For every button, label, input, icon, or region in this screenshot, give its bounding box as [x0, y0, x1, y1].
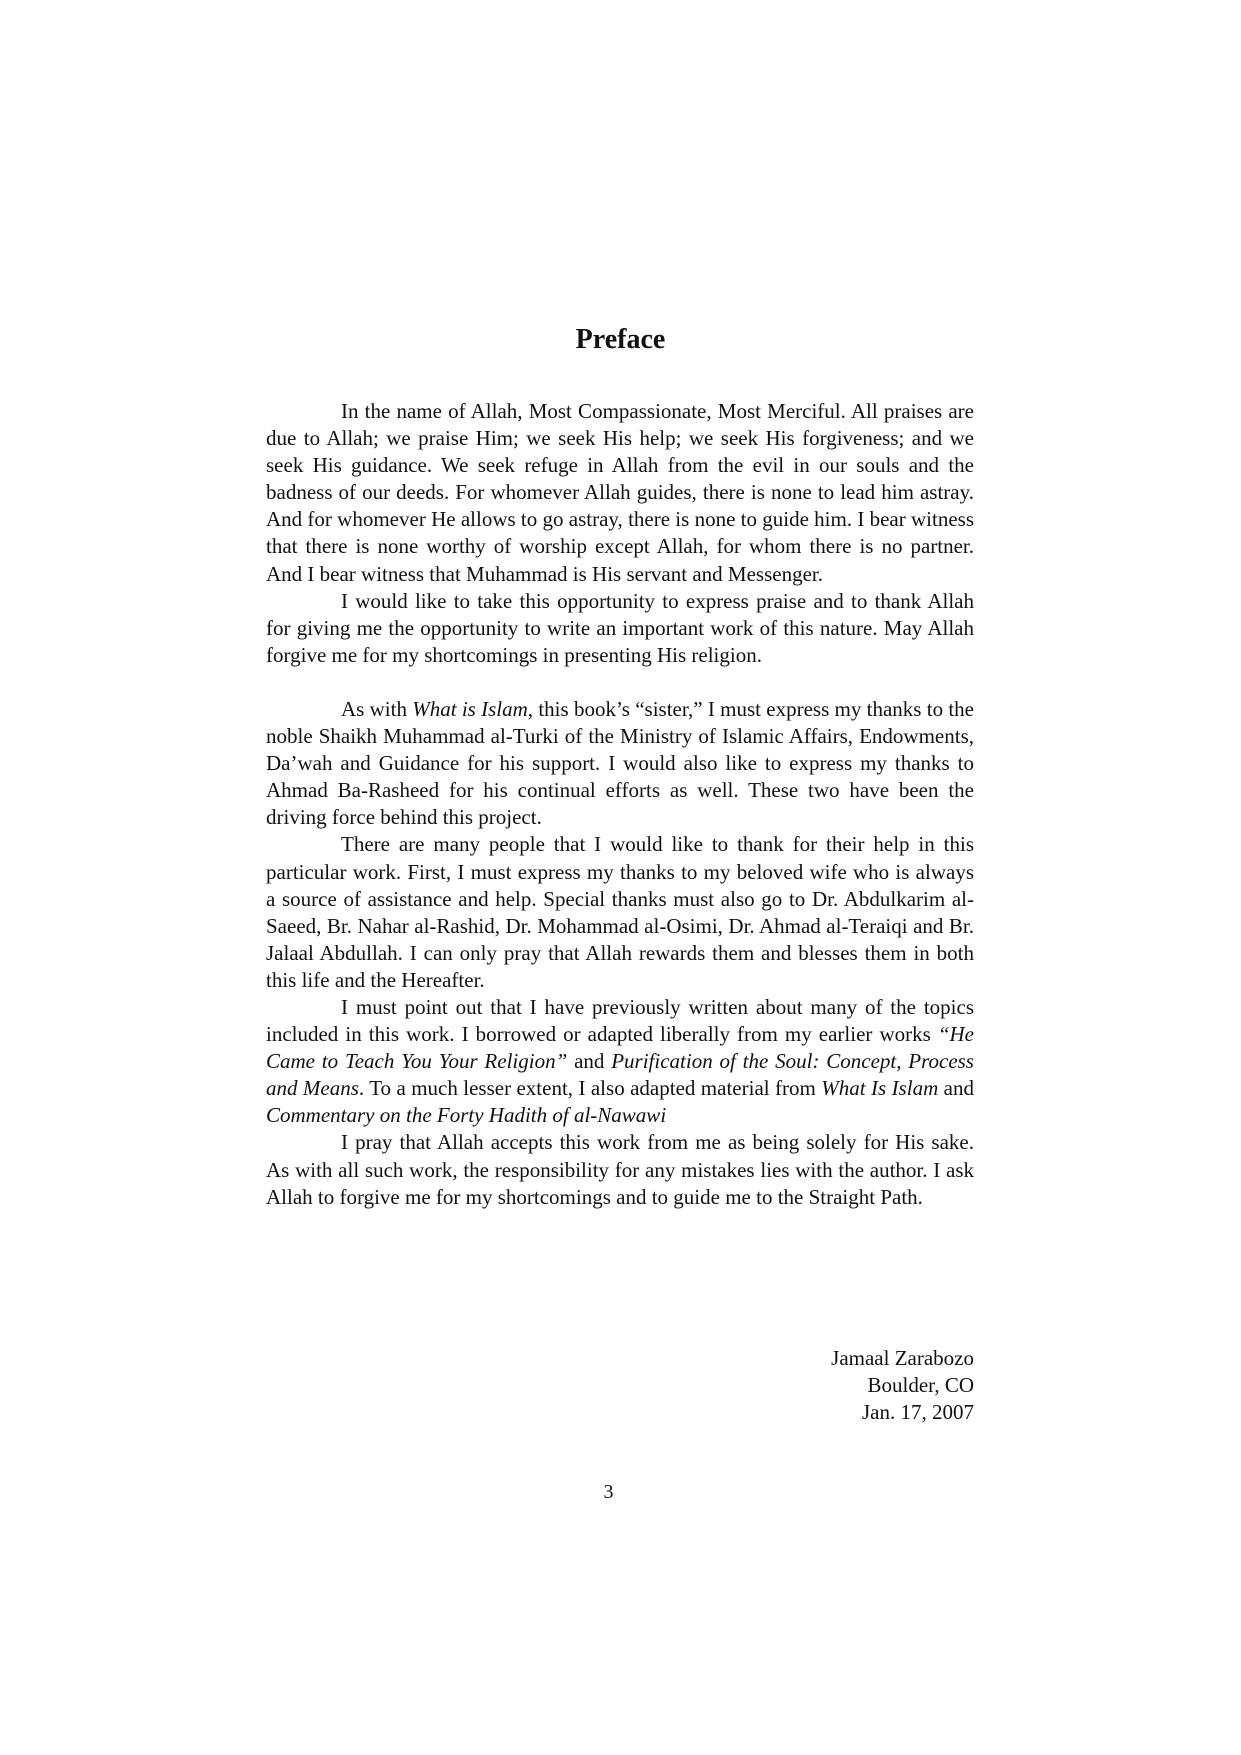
paragraph-2: I would like to take this opportunity to express praise and to thank Allah for giving me the opportunity to write an important work of this nature. May Allah forgive me for my shortcomings in presenting His religion.	[266, 588, 974, 667]
paragraph-5-text-d: and	[938, 1076, 974, 1101]
paragraph-5-text-b: and	[567, 1049, 612, 1074]
paragraph-5	[266, 994, 974, 1129]
book-title-what-is-islam: What is Islam	[412, 696, 528, 721]
paragraph-5-text-c: . To a much lesser extent, I also adapted material from	[358, 1076, 822, 1101]
page-title: Preface	[575, 324, 666, 355]
page-number: 3	[603, 1481, 614, 1503]
book-title-what-is-islam-2: What Is Islam	[821, 1076, 939, 1101]
paragraph-1: In the name of Allah, Most Compassionate, Most Merciful. All praises are due to Allah; we praise Him; we seek His help; we seek His forgiveness; and we seek His guidance. We seek refuge in Allah from the evil in our souls and the badness of our deeds. For whomever Allah guides, there is none to lead him astray. And for whomever He allows to go astray, there is none to guide him. I bear witness that there is none worthy of worship except Allah, for whom there is no partner. And I bear witness that Muhammad is His servant and Messenger.	[266, 399, 974, 586]
paragraph-4: There are many people that I would like to thank for their help in this particular work. First, I must express my thanks to my beloved wife who is always a source of assistance and help. Special thanks must also go to Dr. Abdulkarim al-Saeed, Br. Nahar al-Rashid, Dr. Mohammad al-Osimi, Dr. Ahmad al-Teraiqi and Br. Jalaal Abdullah. I can only pray that Allah rewards them and blesses them in both this life and the Hereafter.	[266, 832, 974, 992]
book-title-purification: Purification of the Soul: Concept, Process and Means	[266, 1049, 974, 1101]
author-name: Jamaal Zarabozo	[831, 1346, 974, 1370]
book-title-he-came-to-teach: “He Came to Teach You Your Religion”	[266, 1022, 974, 1074]
book-title-forty-hadith: Commentary on the Forty Hadith of al-Nawawi	[266, 1103, 667, 1128]
paragraph-3-text-a: As with	[341, 696, 413, 721]
preface-body	[266, 398, 974, 1211]
paragraph-6: I pray that Allah accepts this work from me as being solely for His sake. As with all such work, the responsibility for any mistakes lies with the author. I ask Allah to forgive me for my shortcomings and to guide me to the Straight Path.	[266, 1130, 974, 1209]
paragraph-3-text-b: , this book’s “sister,” I must express my thanks to the noble Shaikh Muhammad al-Turki of the Ministry of Islamic Affairs, Endowments, Da’wah and Guidance for his support. I would also like to express my thanks to Ahmad Ba-Rasheed for his continual efforts as well. These two have been the driving force behind this project.	[266, 696, 974, 830]
signature-block	[0, 1345, 974, 1426]
signature-date: Jan. 17, 2007	[862, 1400, 974, 1424]
author-location: Boulder, CO	[867, 1373, 974, 1397]
paragraph-5-text-a: I must point out that I have previously written about many of the topics included in this work. I borrowed or adapted liberally from my earlier works	[266, 994, 974, 1047]
paragraph-3	[266, 696, 974, 831]
